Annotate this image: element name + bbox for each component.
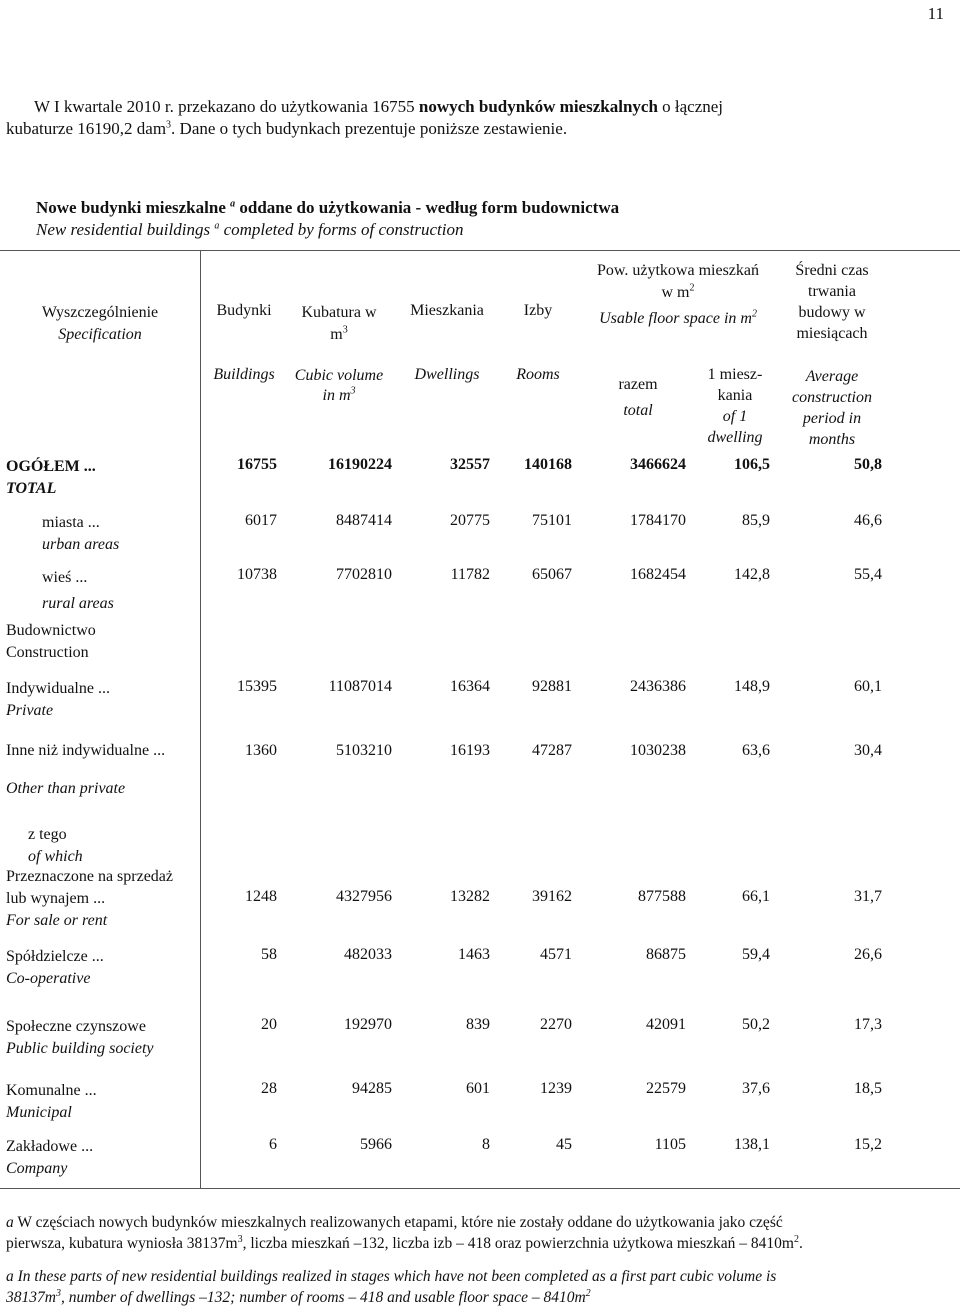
intro-sup: 3 [166,119,172,131]
row-label-private [6,678,110,722]
cell-coop-floor-total: 86875 [646,946,686,963]
page-number: 11 [927,4,944,23]
header-period-en-3: period in [802,410,862,427]
cell-municipal-period: 18,5 [854,1080,882,1097]
table-bottom-border [0,1188,960,1189]
cell-society-floor-total: 42091 [646,1016,686,1033]
row-total-pl: OGÓŁEM ... [6,458,96,475]
cell-society-rooms: 2270 [540,1016,572,1033]
row-label-construction [6,620,96,664]
header-volume-pl-1: Kubatura w [301,304,377,321]
title-en-b: completed by forms of construction [219,220,464,239]
cell-company-volume: 5966 [360,1136,392,1153]
header-dwellings-en: Dwellings [414,366,480,383]
table-top-border [0,250,960,251]
intro-paragraph [6,96,956,140]
header-per-en-1: of 1 [722,408,748,425]
footnote-pl-2: pierwsza, kubatura wyniosła 38137m [6,1235,238,1252]
cell-other-dwellings: 16193 [450,742,490,759]
cell-urban-rooms: 75101 [532,512,572,529]
cell-other-floor-total: 1030238 [630,742,686,759]
header-volume-pl-sup: 3 [342,324,348,336]
cell-total-dwellings: 32557 [450,456,490,473]
header-period-pl [780,260,884,344]
intro-text-4: kubaturze 16190,2 dam [6,119,167,138]
intro-text-3: o łącznej [657,97,724,116]
cell-urban-dwellings: 20775 [450,512,490,529]
header-period-en [780,366,884,450]
title-pl-sup: a [230,198,236,210]
header-spec-en: Specification [58,326,142,343]
row-urban-pl: miasta ... [42,514,100,531]
header-volume-pl-2: m [330,326,343,343]
title-pl-b: oddane do użytkowania - według form budownictwa [235,198,620,217]
row-private-en: Private [6,702,54,719]
header-volume-en-2: in m [322,387,351,404]
cell-municipal-volume: 94285 [352,1080,392,1097]
cell-private-rooms: 92881 [532,678,572,695]
header-per-dwelling [690,364,780,448]
row-construction-en: Construction [6,644,89,661]
header-total-en: total [623,402,653,419]
cell-sale-floor-per-dwelling: 66,1 [742,888,770,905]
cell-rural-buildings: 10738 [237,566,277,583]
cell-urban-volume: 8487414 [336,512,392,529]
title-en-sup: a [214,220,220,232]
cell-society-buildings: 20 [261,1016,277,1033]
row-private-pl: Indywidualne ... [6,680,110,697]
header-specification [0,302,200,346]
header-period-en-4: months [808,431,856,448]
cell-private-floor-per-dwelling: 148,9 [734,678,770,695]
row-coop-pl: Spółdzielcze ... [6,948,104,965]
footnote-en-2: 38137m [6,1289,56,1306]
cell-company-buildings: 6 [269,1136,277,1153]
footnote-en-sup2: 2 [585,1287,591,1299]
header-buildings-pl: Budynki [216,302,272,319]
row-society-en: Public building society [6,1040,154,1057]
cell-private-volume: 11087014 [328,678,392,695]
cell-company-dwellings: 8 [482,1136,490,1153]
row-sale-pl-2: lub wynajem ... [6,890,106,907]
row-label-society [6,1016,154,1060]
row-label-total [6,456,96,500]
header-floor-pl-sup: 2 [689,282,695,294]
cell-other-floor-per-dwelling: 63,6 [742,742,770,759]
header-per-pl-2: kania [717,387,753,404]
header-period-en-1: Average [805,368,859,385]
cell-private-period: 60,1 [854,678,882,695]
cell-total-floor-per-dwelling: 106,5 [734,456,770,473]
header-period-pl-2: trwania [808,283,856,300]
header-volume-pl [284,302,394,346]
header-floor-en-sup: 2 [751,308,757,320]
cell-urban-period: 46,6 [854,512,882,529]
cell-society-floor-per-dwelling: 50,2 [742,1016,770,1033]
footnote-pl-sup2: 2 [793,1233,799,1245]
footnote-en-sup3: 3 [55,1287,61,1299]
header-dwellings-pl: Mieszkania [410,302,484,319]
row-label-company [6,1136,93,1180]
row-sale-pl-1: Przeznaczone na sprzedaż [6,868,173,885]
header-volume-en-sup: 3 [350,385,356,397]
title-pl-a: Nowe budynki mieszkalne [36,198,231,217]
footnote-en-3: , number of dwellings –132; number of rooms – 418 and usable floor space – 8410m [60,1289,586,1306]
footnote-pl-marker: a [6,1214,14,1231]
cell-sale-volume: 4327956 [336,888,392,905]
cell-urban-buildings: 6017 [245,512,277,529]
cell-coop-dwellings: 1463 [458,946,490,963]
cell-coop-period: 26,6 [854,946,882,963]
row-coop-en: Co-operative [6,970,91,987]
header-period-pl-4: miesiącach [796,325,868,342]
row-label-ofwhich [28,824,83,868]
row-municipal-en: Municipal [6,1104,72,1121]
cell-company-rooms: 45 [556,1136,572,1153]
row-urban-en: urban areas [42,536,120,553]
header-floor-pl-2: w m [661,284,690,301]
cell-sale-rooms: 39162 [532,888,572,905]
row-sale-en: For sale or rent [6,912,108,929]
cell-total-period: 50,8 [854,456,882,473]
header-per-en-2: dwelling [707,429,763,446]
cell-other-period: 30,4 [854,742,882,759]
row-label-urban [42,512,119,556]
header-buildings-en: Buildings [213,366,275,383]
footnote-pl-4: . [798,1235,803,1252]
row-total-en: TOTAL [6,480,57,497]
cell-total-volume: 16190224 [328,456,392,473]
header-per-pl-1: 1 miesz- [707,366,763,383]
row-label-other-pl: Inne niż indywidualne ... [6,742,166,759]
cell-coop-rooms: 4571 [540,946,572,963]
cell-private-buildings: 15395 [237,678,277,695]
footnote-polish [6,1212,956,1254]
row-label-sale [6,866,173,932]
cell-urban-floor-per-dwelling: 85,9 [742,512,770,529]
header-volume-en [284,366,394,406]
header-rooms-pl: Izby [523,302,553,319]
cell-society-period: 17,3 [854,1016,882,1033]
header-period-en-2: construction [792,389,872,406]
footnote-english [6,1266,956,1308]
row-rural-en: rural areas [42,595,114,612]
header-period-pl-1: Średni czas [795,262,869,279]
row-construction-pl: Budownictwo [6,622,96,639]
cell-rural-floor-per-dwelling: 142,8 [734,566,770,583]
header-spec-pl: Wyszczególnienie [41,304,159,321]
cell-coop-floor-per-dwelling: 59,4 [742,946,770,963]
cell-municipal-dwellings: 601 [466,1080,490,1097]
footnote-en-1: In these parts of new residential buildings realized in stages which have not been completed as a first part cubic volume is [13,1268,777,1285]
cell-coop-volume: 482033 [344,946,392,963]
row-ofwhich-en: of which [28,848,83,865]
cell-rural-period: 55,4 [854,566,882,583]
row-society-pl: Społeczne czynszowe [6,1018,146,1035]
cell-municipal-buildings: 28 [261,1080,277,1097]
cell-rural-rooms: 65067 [532,566,572,583]
header-floor-pl [578,260,778,330]
row-ofwhich-pl: z tego [28,826,67,843]
cell-total-floor-total: 3466624 [630,456,686,473]
title-english [36,220,463,240]
row-company-pl: Zakładowe ... [6,1138,94,1155]
cell-total-rooms: 140168 [524,456,572,473]
header-total-pl: razem [618,376,658,393]
intro-text-bold: nowych budynków mieszkalnych [418,97,658,116]
cell-rural-floor-total: 1682454 [630,566,686,583]
cell-company-floor-per-dwelling: 138,1 [734,1136,770,1153]
cell-sale-buildings: 1248 [245,888,277,905]
cell-sale-period: 31,7 [854,888,882,905]
intro-text-6: . Dane o tych budynkach prezentuje poniższe zestawienie. [171,119,568,138]
cell-total-buildings: 16755 [237,456,277,473]
row-label-other-en: Other than private [6,780,126,797]
cell-urban-floor-total: 1784170 [630,512,686,529]
title-en-a: New residential buildings [36,220,215,239]
cell-sale-dwellings: 13282 [450,888,490,905]
header-floor-pl-1: Pow. użytkowa mieszkań [596,262,760,279]
cell-coop-buildings: 58 [261,946,277,963]
cell-municipal-rooms: 1239 [540,1080,572,1097]
cell-other-volume: 5103210 [336,742,392,759]
row-municipal-pl: Komunalne ... [6,1082,97,1099]
cell-private-dwellings: 16364 [450,678,490,695]
header-volume-en-1: Cubic volume [294,367,384,384]
row-label-municipal [6,1080,97,1124]
header-rooms-en: Rooms [516,366,560,383]
footnote-pl-3: , liczba mieszkań –132, liczba izb – 418 oraz powierzchnia użytkowa mieszkań – 8410m [242,1235,794,1252]
row-company-en: Company [6,1160,68,1177]
cell-other-rooms: 47287 [532,742,572,759]
row-rural-pl: wieś ... [42,569,88,586]
cell-rural-dwellings: 11782 [450,566,490,583]
cell-company-floor-total: 1105 [654,1136,686,1153]
footnote-pl-sup3: 3 [237,1233,243,1245]
cell-municipal-floor-per-dwelling: 37,6 [742,1080,770,1097]
cell-society-volume: 192970 [344,1016,392,1033]
cell-rural-volume: 7702810 [336,566,392,583]
cell-private-floor-total: 2436386 [630,678,686,695]
header-floor-en: Usable floor space in m [599,310,752,327]
row-label-rural [42,566,114,616]
cell-sale-floor-total: 877588 [638,888,686,905]
footnote-pl-1: W częściach nowych budynków mieszkalnych realizowanych etapami, które nie zostały oddane do użytkowania jako część [13,1214,783,1231]
cell-company-period: 15,2 [854,1136,882,1153]
intro-text-1: W I kwartale 2010 r. przekazano do użytkowania 16755 [34,97,419,116]
cell-other-buildings: 1360 [245,742,277,759]
footnote-en-marker: a [6,1268,14,1285]
header-total [598,372,678,424]
row-label-coop [6,946,104,990]
table-column-divider [200,250,201,1188]
header-period-pl-3: budowy w [798,304,866,321]
title-polish [36,198,619,218]
cell-society-dwellings: 839 [466,1016,490,1033]
cell-municipal-floor-total: 22579 [646,1080,686,1097]
